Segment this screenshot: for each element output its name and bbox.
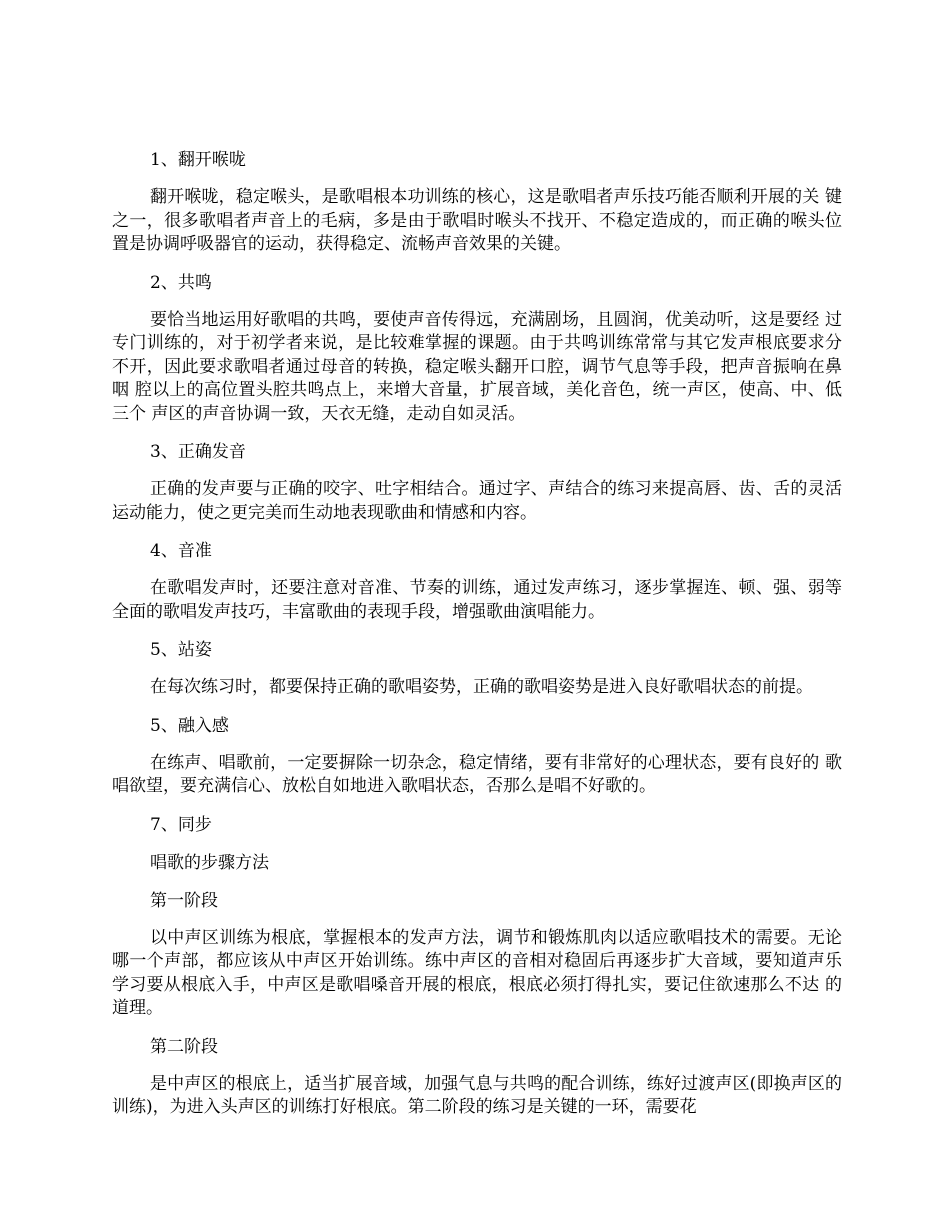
paragraph: 是中声区的根底上，适当扩展音域，加强气息与共鸣的配合训练，练好过渡声区(即换声区的 训练)，为进入头声区的训练打好根底。第二阶段的练习是关键的一环，需要花: [112, 1073, 842, 1117]
section-heading: 5、站姿: [150, 640, 212, 660]
section-heading: 第二阶段: [150, 1036, 218, 1057]
paragraph: 正确的发声要与正确的咬字、吐字相结合。通过字、声结合的练习来提高唇、齿、舌的灵活 运动能力，使之更完美而生动地表现歌曲和情感和内容。: [112, 479, 842, 523]
section-heading: 第一阶段: [150, 890, 218, 911]
section-heading: 1、翻开喉咙: [150, 150, 246, 170]
paragraph: 翻开喉咙，稳定喉头，是歌唱根本功训练的核心，这是歌唱者声乐技巧能否顺利开展的关 键之一，很多歌唱者声音上的毛病，多是由于歌唱时喉头不找开、不稳定造成的，而正确的喉头位 置是协调呼吸器官的运动，获得稳定、流畅声音效果的关键。: [112, 187, 842, 254]
section-heading: 7、同步: [150, 814, 212, 835]
section-heading: 3、正确发音: [150, 442, 246, 462]
paragraph: 在每次练习时，都要保持正确的歌唱姿势，正确的歌唱姿势是进入良好歌唱状态的前提。: [150, 677, 813, 697]
paragraph: 要恰当地运用好歌唱的共鸣，要使声音传得远，充满剧场，且圆润，优美动听，这是要经 过专门训练的，对于初学者来说，是比较难掌握的课题。由于共鸣训练常常与其它发声根底要求分 不开，因此要求歌唱者通过母音的转换，稳定喉头翻开口腔，调节气息等手段，把声音振响在鼻咽 腔以上的高位置头腔共鸣点上，来增大音量，扩展音域，美化音色，统一声区，使高、中、低三个 声区的声音协调一致，天衣无缝，走动自如灵活。: [112, 309, 842, 424]
section-heading: 2、共鸣: [150, 272, 212, 293]
paragraph: 以中声区训练为根底，掌握根本的发声方法，调节和锻炼肌肉以适应歌唱技术的需要。无论 哪一个声部，都应该从中声区开始训练。练中声区的音相对稳固后再逐步扩大音域，要知道声乐 学习要从根底入手，中声区是歌唱嗓音开展的根底，根底必须打得扎实，要记住欲速那么不达 的道理。: [112, 927, 842, 1018]
section-heading: 唱歌的步骤方法: [150, 852, 269, 873]
paragraph: 在歌唱发声时，还要注意对音准、节奏的训练，通过发声练习，逐步掌握连、顿、强、弱等 全面的歌唱发声技巧，丰富歌曲的表现手段，增强歌曲演唱能力。: [112, 578, 842, 622]
paragraph: 在练声、唱歌前，一定要摒除一切杂念，稳定情绪，要有非常好的心理状态，要有良好的 歌唱欲望，要充满信心、放松自如地进入歌唱状态，否那么是唱不好歌的。: [112, 752, 842, 796]
section-heading: 5、融入感: [150, 715, 229, 736]
section-heading: 4、音准: [150, 541, 212, 561]
